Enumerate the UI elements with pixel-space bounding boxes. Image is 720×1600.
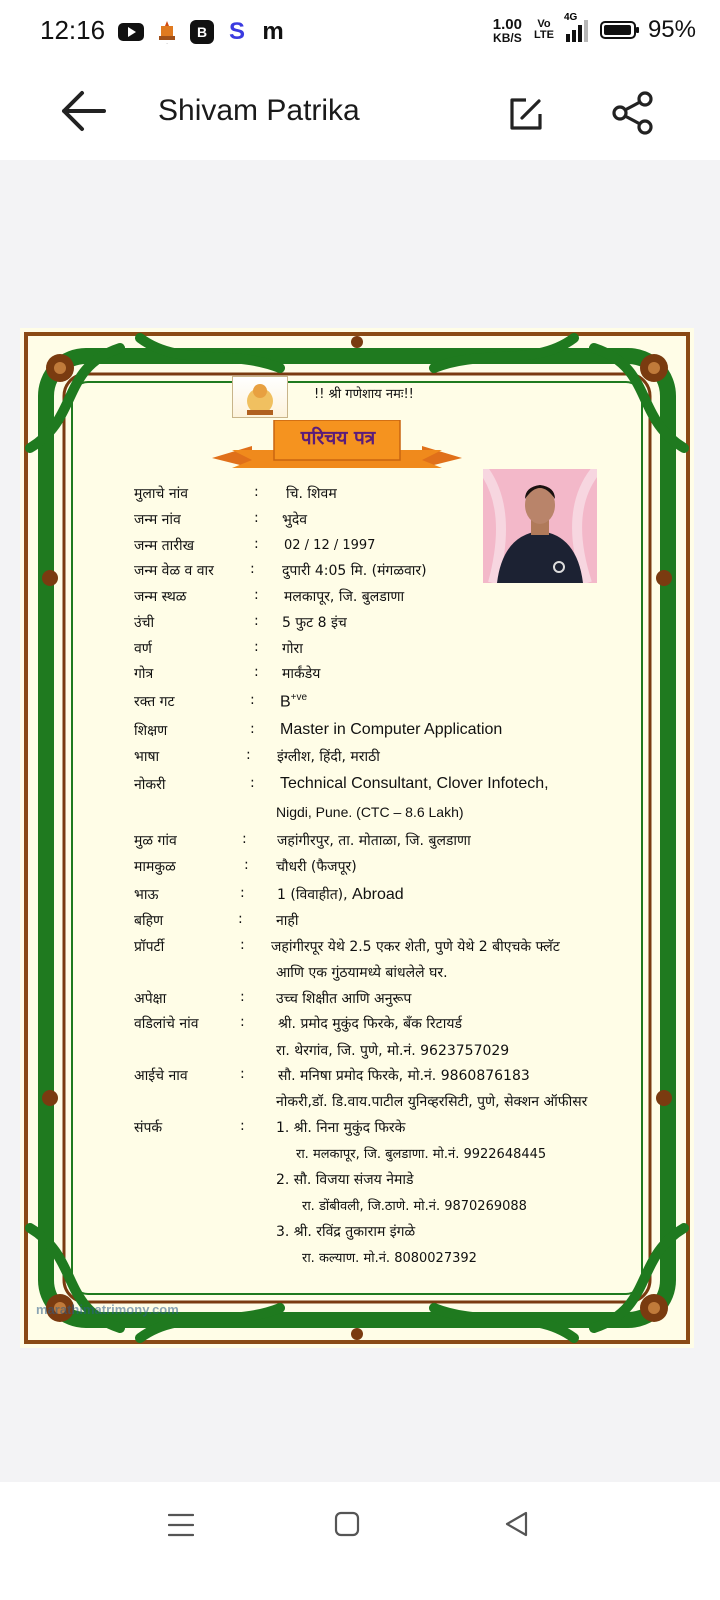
s-app-icon: S xyxy=(228,18,245,45)
label-birth-place: जन्म स्थळ xyxy=(134,589,187,605)
label-education: शिक्षण xyxy=(134,723,168,739)
m-app-icon: m xyxy=(262,18,284,45)
value-contact-2: 2. सौ. विजया संजय नेमाडे xyxy=(276,1172,414,1188)
value-birth-date: 02 / 12 / 1997 xyxy=(284,538,376,553)
colon: : xyxy=(242,831,247,847)
app-bar xyxy=(0,64,720,160)
colon: : xyxy=(238,911,243,927)
colon: : xyxy=(254,664,259,680)
label-mother: आईचे नाव xyxy=(134,1068,188,1084)
colon: : xyxy=(254,510,259,526)
colon: : xyxy=(240,1066,245,1082)
row-birth-place xyxy=(20,587,694,613)
row-expectations xyxy=(20,989,694,1015)
row-brother xyxy=(20,885,694,911)
volte-top: Vo xyxy=(537,18,551,30)
label-name: मुलाचे नांव xyxy=(134,486,189,502)
battery-icon xyxy=(600,21,636,39)
value-mother-continued: नोकरी,डॉ. डि.वाय.पाटील युनिव्हरसिटी, पुणे, सेक्शन ऑफीसर xyxy=(276,1094,588,1110)
row-education xyxy=(20,721,694,747)
top-spacer xyxy=(0,160,720,328)
watermark: marathimatrimony.com xyxy=(36,1302,179,1317)
battery-percent: 95% xyxy=(647,16,696,43)
row-height xyxy=(20,613,694,639)
brother-location: Abroad xyxy=(352,886,404,903)
colon: : xyxy=(246,747,251,763)
row-native-place xyxy=(20,831,694,857)
value-property-continued: आणि एक गुंठयामध्ये बांधलेले घर. xyxy=(276,965,448,981)
label-birth-time: जन्म वेळ व वार xyxy=(134,563,214,579)
value-birth-name: भुदेव xyxy=(282,512,308,528)
value-father-continued: रा. थेरगांव, जि. पुणे, मो.नं. 9623757029 xyxy=(276,1043,510,1059)
value-gotra: मार्कंडेय xyxy=(282,666,321,682)
net-speed-value: 1.00 xyxy=(492,15,522,33)
net-speed-unit: KB/S xyxy=(493,30,522,45)
value-brother xyxy=(277,885,404,904)
invocation-text: !! श्री गणेशाय नमः!! xyxy=(314,387,414,402)
row-blood-group xyxy=(20,692,694,718)
ganesh-image xyxy=(232,376,288,418)
temple-icon xyxy=(154,20,180,44)
colon: : xyxy=(240,937,245,953)
value-native-place: जहांगीरपुर, ता. मोताळा, जि. बुलडाणा xyxy=(277,833,471,849)
home-square-icon[interactable] xyxy=(334,1511,360,1537)
label-brother: भाऊ xyxy=(134,887,159,903)
value-job: Technical Consultant, Clover Infotech, xyxy=(280,775,549,792)
label-contact: संपर्क xyxy=(134,1120,163,1136)
colon: : xyxy=(250,775,255,791)
value-maternal-family: चौधरी (फैजपूर) xyxy=(276,859,357,875)
label-maternal-family: मामकुळ xyxy=(134,859,176,875)
biodata-document xyxy=(20,328,694,1348)
system-nav-bar xyxy=(0,1482,720,1600)
net-speed xyxy=(493,17,522,44)
battery-fill xyxy=(604,25,631,35)
value-contact-1-address: रा. मलकापूर, जि. बुलडाणा. मो.नं. 9922648445 xyxy=(296,1147,547,1162)
page-title: Shivam Patrika xyxy=(158,94,360,127)
signal-icon xyxy=(563,12,588,42)
label-birth-date: जन्म तारीख xyxy=(134,538,195,554)
row-maternal-family xyxy=(20,857,694,883)
network-type: 4G xyxy=(563,12,578,23)
row-birth-name xyxy=(20,510,694,536)
colon: : xyxy=(254,613,259,629)
value-birth-time: दुपारी 4:05 मि. (मंगळवार) xyxy=(282,563,427,579)
value-birth-place: मलकापूर, जि. बुलडाणा xyxy=(284,589,405,605)
colon: : xyxy=(240,1118,245,1134)
back-triangle-icon[interactable] xyxy=(503,1510,531,1538)
row-birth-time xyxy=(20,561,694,587)
bottom-spacer xyxy=(0,1348,720,1482)
label-father: वडिलांचे नांव xyxy=(134,1016,199,1032)
row-property xyxy=(20,937,694,963)
label-sister: बहिण xyxy=(134,913,164,929)
row-complexion xyxy=(20,639,694,665)
colon: : xyxy=(254,587,259,603)
colon: : xyxy=(240,1014,245,1030)
label-native-place: मुळ गांव xyxy=(134,833,177,849)
value-contact-2-address: रा. डोंबीवली, जि.ठाणे. मो.नं. 9870269088 xyxy=(302,1199,527,1214)
row-father xyxy=(20,1014,694,1040)
label-expectations: अपेक्षा xyxy=(134,991,167,1007)
blood-group-rh: +ve xyxy=(290,692,308,703)
row-languages xyxy=(20,747,694,773)
row-gotra xyxy=(20,664,694,690)
brother-count: 1 (विवाहीत), xyxy=(277,887,348,903)
label-height: उंची xyxy=(134,615,155,631)
value-contact-1: 1. श्री. निना मुकुंद फिरके xyxy=(276,1120,406,1136)
colon: : xyxy=(250,692,255,708)
row-birth-date xyxy=(20,536,694,562)
value-contact-3-address: रा. कल्याण. मो.नं. 8080027392 xyxy=(302,1251,477,1266)
value-contact-3: 3. श्री. रविंद्र तुकाराम इंगळे xyxy=(276,1224,416,1240)
arrow-left-icon[interactable] xyxy=(58,88,108,134)
value-blood-group xyxy=(280,692,307,711)
label-property: प्रॉपर्टी xyxy=(134,939,165,955)
system-status xyxy=(492,12,696,45)
youtube-icon xyxy=(118,23,144,41)
value-expectations: उच्च शिक्षीत आणि अनुरूप xyxy=(276,991,412,1007)
value-complexion: गोरा xyxy=(282,641,303,657)
value-education: Master in Computer Application xyxy=(280,721,503,738)
heading: परिचय पत्र xyxy=(300,427,376,449)
row-sister xyxy=(20,911,694,937)
colon: : xyxy=(250,561,255,577)
value-languages: इंग्लीश, हिंदी, मराठी xyxy=(277,749,380,765)
svg-text:.: . xyxy=(166,39,168,44)
share-icon[interactable] xyxy=(610,90,656,136)
row-job xyxy=(20,775,694,801)
blood-group-letter: B xyxy=(280,693,291,711)
edit-icon[interactable] xyxy=(506,94,546,134)
row-name xyxy=(20,484,694,510)
label-languages: भाषा xyxy=(134,749,160,765)
value-job-continued: Nigdi, Pune. (CTC – 8.6 Lakh) xyxy=(276,804,464,820)
colon: : xyxy=(240,885,245,901)
colon: : xyxy=(240,989,245,1005)
label-complexion: वर्ण xyxy=(134,641,152,657)
colon: : xyxy=(254,484,259,500)
status-time: 12:16 xyxy=(40,15,106,45)
row-contact xyxy=(20,1118,694,1144)
label-birth-name: जन्म नांव xyxy=(134,512,181,528)
notification-icons xyxy=(118,18,286,46)
colon: : xyxy=(254,639,259,655)
status-bar xyxy=(0,0,720,64)
colon: : xyxy=(254,536,259,552)
value-father: श्री. प्रमोद मुकुंद फिरके, बँक रिटायर्ड xyxy=(278,1016,462,1032)
row-mother xyxy=(20,1066,694,1092)
label-blood-group: रक्त गट xyxy=(134,694,175,710)
colon: : xyxy=(250,721,255,737)
menu-icon[interactable] xyxy=(168,1512,194,1538)
b-app-icon: B xyxy=(190,20,214,44)
value-mother: सौ. मनिषा प्रमोद फिरके, मो.नं. 9860876183 xyxy=(278,1068,530,1084)
volte-bottom: LTE xyxy=(533,29,554,41)
value-sister: नाही xyxy=(276,913,299,929)
colon: : xyxy=(244,857,249,873)
label-job: नोकरी xyxy=(134,777,166,793)
volte-indicator xyxy=(534,19,554,41)
value-height: 5 फुट 8 इंच xyxy=(282,615,347,631)
value-name: चि. शिवम xyxy=(286,486,337,502)
value-property: जहांगीरपूर येथे 2.5 एकर शेती, पुणे येथे 2 बीएचके फ्लॅट xyxy=(271,939,560,955)
label-gotra: गोत्र xyxy=(134,666,154,682)
